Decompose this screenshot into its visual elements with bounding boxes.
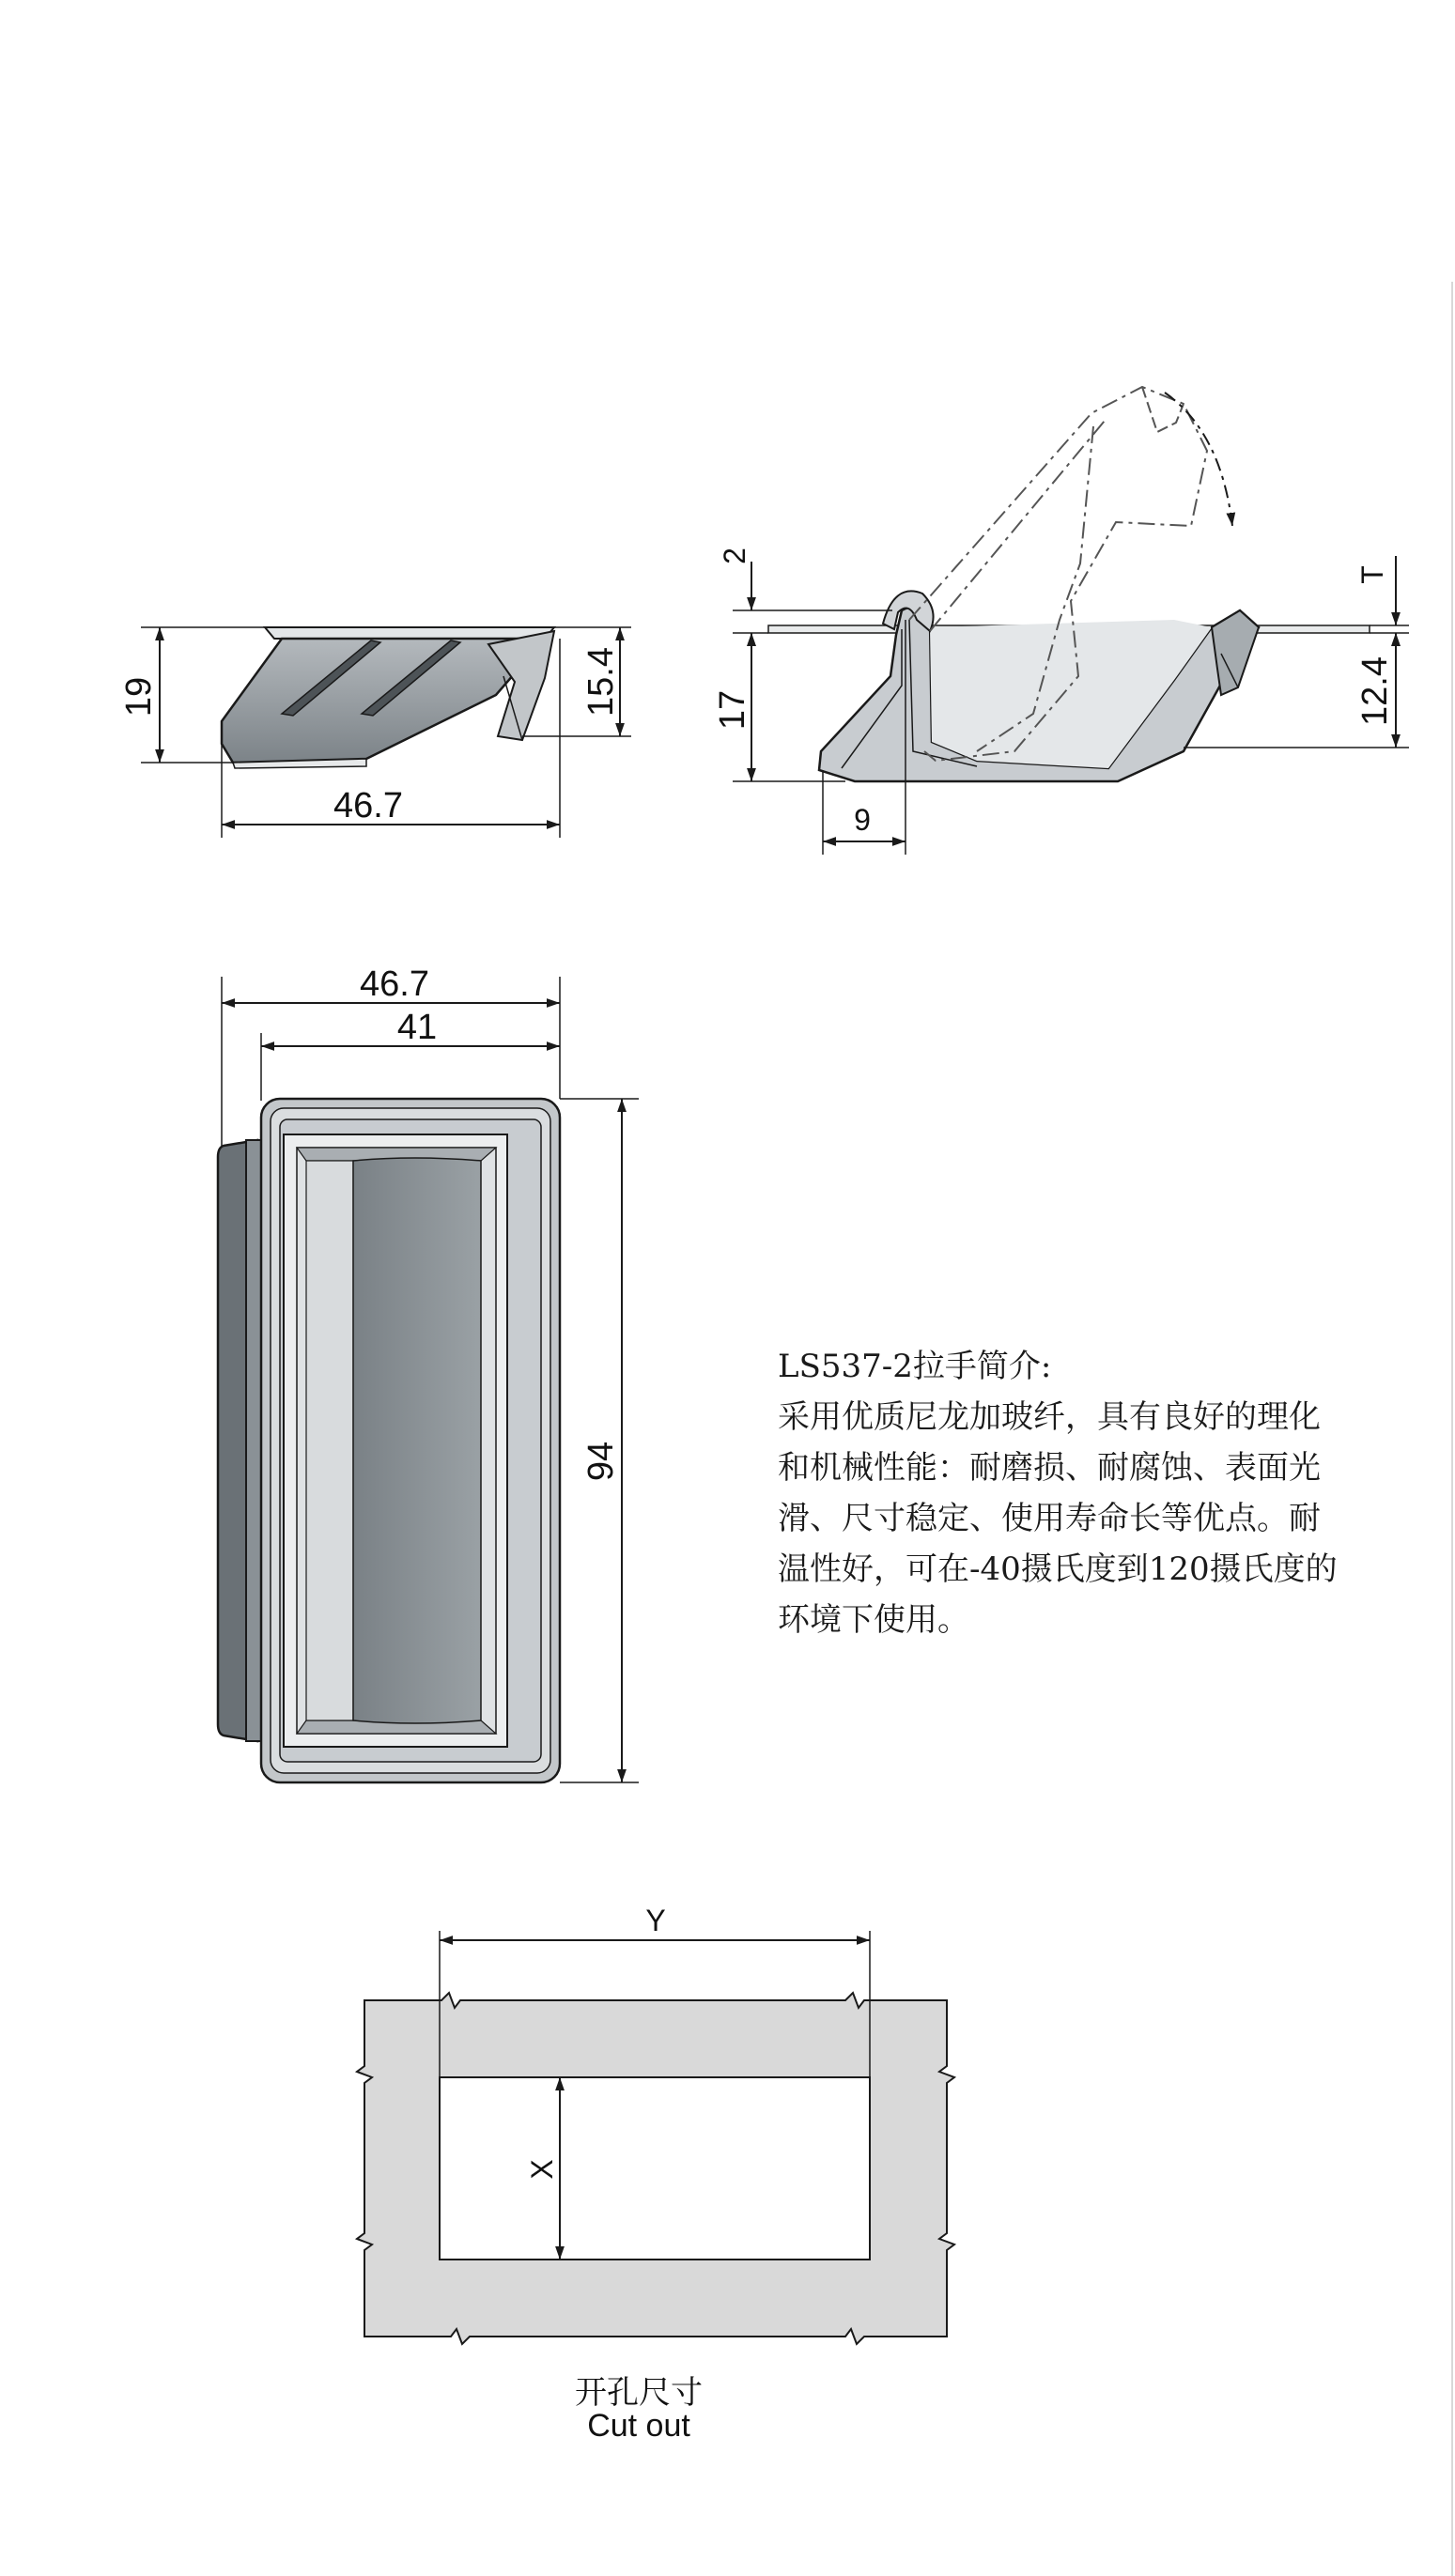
cutout-caption-en: Cut out (587, 2408, 690, 2444)
dim-height-label: 94 (581, 1441, 621, 1482)
cutout-caption-cn: 开孔尺寸 (575, 2374, 703, 2412)
side-view-left (119, 627, 631, 838)
dim-height-label: 17 (713, 689, 752, 731)
cutout-view (357, 1904, 954, 2344)
dim-offset-label: 9 (854, 803, 871, 837)
description-title: LS537-2拉手简介: (778, 1348, 1052, 1385)
dim-inner-width-label: 41 (396, 1008, 438, 1047)
dim-t-label: T (1355, 565, 1389, 584)
description-line: 环境下使用。 (778, 1601, 969, 1639)
tray-interior (353, 1158, 481, 1723)
side-view-right (713, 387, 1409, 855)
product-description (778, 1341, 1416, 1645)
description-line: 和机械性能：耐磨损、耐腐蚀、表面光 (778, 1449, 1321, 1487)
front-view (218, 964, 639, 1782)
dim-height-label: 19 (119, 676, 159, 717)
panel-with-cutout (357, 1993, 954, 2344)
dim-inner-height-label: 15.4 (581, 647, 621, 717)
dim-width-label: 46.7 (333, 786, 403, 825)
dim-x-label: X (525, 2159, 559, 2180)
dim-outer-width-label: 46.7 (360, 964, 429, 1004)
description-line: 滑、尺寸稳定、使用寿命长等优点。耐 (778, 1500, 1321, 1537)
flange (265, 627, 554, 639)
dim-depth-label: 12.4 (1355, 656, 1395, 726)
description-line: 采用优质尼龙加玻纤，具有良好的理化 (778, 1398, 1321, 1436)
description-line: 温性好，可在-40摄氏度到120摄氏度的 (778, 1550, 1338, 1588)
dim-y-label: Y (645, 1904, 666, 1937)
rotation-arrow (1165, 393, 1232, 526)
dim-top-label: 2 (718, 548, 751, 564)
